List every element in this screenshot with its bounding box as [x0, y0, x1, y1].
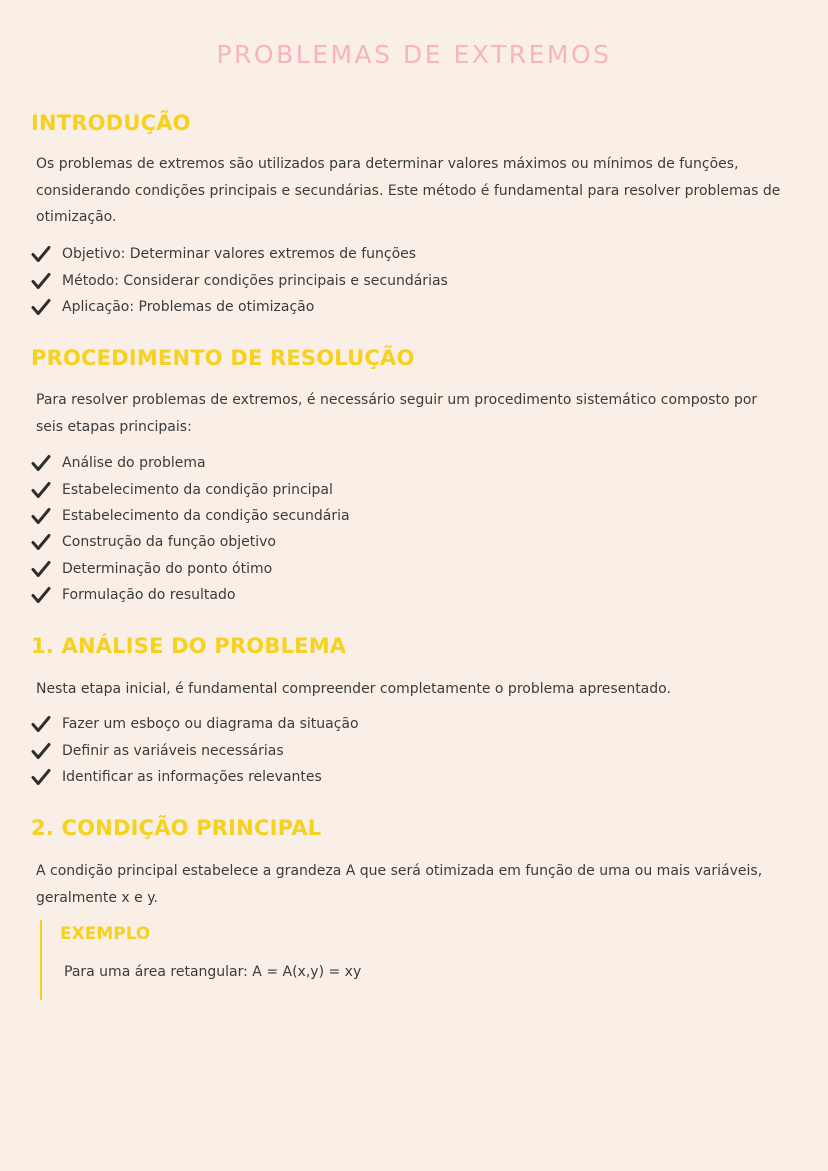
list-item — [31, 503, 350, 529]
section-heading-analysis: 1. ANÁLISE DO PROBLEMA — [31, 634, 347, 658]
check-icon — [31, 768, 51, 786]
intro-paragraph: Os problemas de extremos são utilizados para determinar valores máximos ou mínimos de funções, considerando condições principais e secundárias. Este método é fundamental para resolver problemas de otimização. — [36, 156, 781, 225]
example-box — [40, 920, 782, 1000]
check-icon — [31, 715, 51, 733]
list-item-text: Determinação do ponto ótimo — [62, 560, 273, 577]
section-heading-procedure: PROCEDIMENTO DE RESOLUÇÃO — [31, 346, 415, 370]
list-item — [31, 450, 350, 476]
list-item — [31, 711, 359, 737]
list-item-text: Fazer um esboço ou diagrama da situação — [62, 716, 359, 733]
check-icon — [31, 454, 51, 472]
list-item-text: Formulação do resultado — [62, 587, 236, 604]
list-item-text: Método: Considerar condições principais e secundárias — [62, 272, 448, 289]
intro-list — [31, 241, 448, 320]
list-item — [31, 476, 350, 502]
check-icon — [31, 245, 51, 263]
list-item-text: Objetivo: Determinar valores extremos de funções — [62, 246, 417, 263]
list-item-text: Identificar as informações relevantes — [62, 768, 322, 785]
check-icon — [31, 507, 51, 525]
list-item — [31, 582, 350, 608]
list-item-text: Análise do problema — [62, 455, 206, 472]
list-item-text: Estabelecimento da condição secundária — [62, 507, 350, 524]
check-icon — [31, 560, 51, 578]
check-icon — [31, 533, 51, 551]
list-item-text: Construção da função objetivo — [62, 534, 276, 551]
section-heading-principal: 2. CONDIÇÃO PRINCIPAL — [31, 816, 322, 840]
list-item — [31, 267, 448, 293]
analysis-paragraph: Nesta etapa inicial, é fundamental compreender completamente o problema apresentado. — [36, 681, 671, 697]
check-icon — [31, 742, 51, 760]
check-icon — [31, 272, 51, 290]
example-label: EXEMPLO — [60, 924, 151, 944]
list-item — [31, 294, 448, 320]
check-icon — [31, 481, 51, 499]
list-item-text: Estabelecimento da condição principal — [62, 481, 333, 498]
list-item-text: Definir as variáveis necessárias — [62, 742, 284, 759]
list-item — [31, 241, 448, 267]
procedure-list — [31, 450, 350, 608]
page-title: PROBLEMAS DE EXTREMOS — [216, 40, 612, 69]
list-item — [31, 529, 350, 555]
list-item — [31, 764, 359, 790]
section-heading-intro: INTRODUÇÃO — [31, 111, 191, 135]
list-item — [31, 556, 350, 582]
check-icon — [31, 298, 51, 316]
principal-paragraph: A condição principal estabelece a grandeza A que será otimizada em função de uma ou mais variáveis, geralmente x e y. — [36, 863, 763, 906]
example-text: Para uma área retangular: A = A(x,y) = xy — [64, 964, 362, 980]
analysis-list — [31, 711, 359, 790]
list-item — [31, 737, 359, 763]
check-icon — [31, 586, 51, 604]
list-item-text: Aplicação: Problemas de otimização — [62, 298, 315, 315]
procedure-paragraph: Para resolver problemas de extremos, é necessário seguir um procedimento sistemático composto por seis etapas principais: — [36, 392, 758, 435]
